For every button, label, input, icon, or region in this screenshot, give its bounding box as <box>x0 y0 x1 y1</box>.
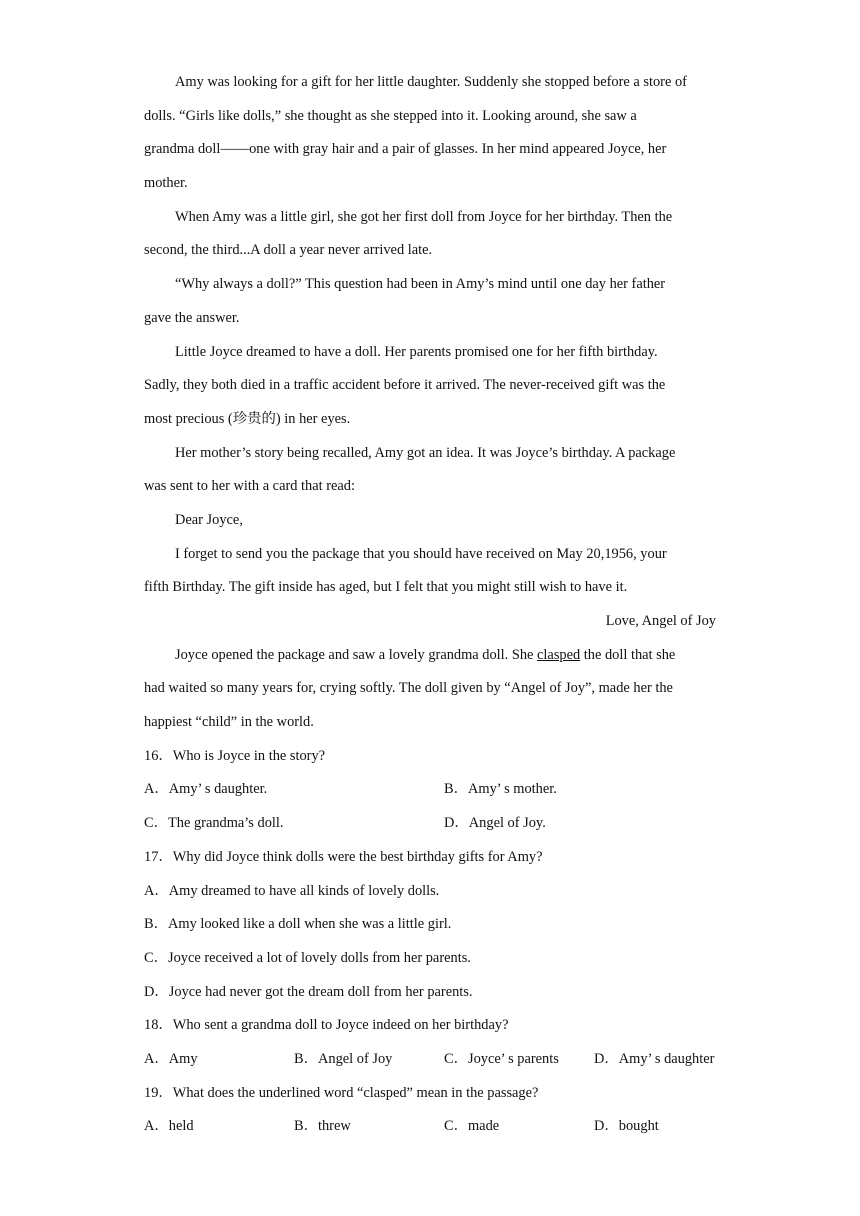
question-17-stem: 17．Why did Joyce think dolls were the best birthday gifts for Amy? <box>144 848 543 865</box>
paragraph-line: happiest “child” in the world. <box>144 714 314 731</box>
option-c: C．Joyce’ s parents <box>444 1050 559 1067</box>
question-16-options-row <box>144 773 716 807</box>
paragraph-line: “Why always a doll?” This question had been in Amy’s mind until one day her father <box>175 276 666 293</box>
reading-passage <box>144 66 716 1144</box>
option-c: C．Joyce received a lot of lovely dolls from her parents. <box>144 949 471 966</box>
option-d: D．Angel of Joy. <box>444 815 546 832</box>
underlined-word: clasped <box>537 646 581 663</box>
card-body-line: I forget to send you the package that you should have received on May 20,1956, your <box>175 545 667 562</box>
option-d: D．Amy’ s daughter <box>594 1050 715 1067</box>
paragraph-line: Little Joyce dreamed to have a doll. Her parents promised one for her fifth birthday. <box>175 343 658 360</box>
paragraph-line: Sadly, they both died in a traffic accident before it arrived. The never-received gift was the <box>144 377 666 394</box>
card-body-line: fifth Birthday. The gift inside has aged, but I felt that you might still wish to have it. <box>144 579 628 596</box>
option-a: A．Amy dreamed to have all kinds of lovely dolls. <box>144 882 440 899</box>
paragraph-line: When Amy was a little girl, she got her first doll from Joyce for her birthday. Then the <box>175 208 673 225</box>
option-a: A．held <box>144 1118 194 1135</box>
question-16-stem: 16．Who is Joyce in the story? <box>144 747 326 764</box>
paragraph-line: gave the answer. <box>144 309 240 326</box>
paragraph-text: Joyce opened the package and saw a lovely grandma doll. She <box>175 646 538 663</box>
option-c: C．The grandma’s doll. <box>144 815 284 832</box>
option-a: A．Amy’ s daughter. <box>144 781 268 798</box>
question-19-options-row <box>144 1110 716 1144</box>
question-19-stem: 19．What does the underlined word “clasped” mean in the passage? <box>144 1084 539 1101</box>
option-b: B．Amy’ s mother. <box>444 781 557 798</box>
card-salutation: Dear Joyce, <box>175 511 243 528</box>
paragraph-line: was sent to her with a card that read: <box>144 478 355 495</box>
option-d: D．bought <box>594 1118 659 1135</box>
paragraph-line: grandma doll——one with gray hair and a pair of glasses. In her mind appeared Joyce, her <box>144 141 667 158</box>
paragraph-line: dolls. “Girls like dolls,” she thought as she stepped into it. Looking around, she saw a <box>144 107 637 124</box>
paragraph-line: most precious (珍贵的) in her eyes. <box>144 410 351 427</box>
card-signature: Love, Angel of Joy <box>605 613 716 629</box>
paragraph-line: Amy was looking for a gift for her little daughter. Suddenly she stopped before a store of <box>175 74 687 90</box>
paragraph-line: second, the third...A doll a year never arrived late. <box>144 242 433 259</box>
paragraph-line <box>144 639 716 673</box>
option-b: B．threw <box>294 1118 351 1135</box>
paragraph-line: Her mother’s story being recalled, Amy got an idea. It was Joyce’s birthday. A package <box>175 444 676 461</box>
question-16-options-row <box>144 807 716 841</box>
option-b: B．Angel of Joy <box>294 1050 393 1067</box>
option-d: D．Joyce had never got the dream doll from her parents. <box>144 983 473 1000</box>
paragraph-line: mother. <box>144 175 188 192</box>
paragraph-text: the doll that she <box>580 646 676 663</box>
option-a: A．Amy <box>144 1050 198 1067</box>
paragraph-line: had waited so many years for, crying softly. The doll given by “Angel of Joy”, made her the <box>144 680 673 697</box>
question-18-options-row <box>144 1043 716 1077</box>
option-c: C．made <box>444 1118 500 1135</box>
option-b: B．Amy looked like a doll when she was a little girl. <box>144 916 452 933</box>
question-18-stem: 18．Who sent a grandma doll to Joyce indeed on her birthday? <box>144 1017 509 1034</box>
